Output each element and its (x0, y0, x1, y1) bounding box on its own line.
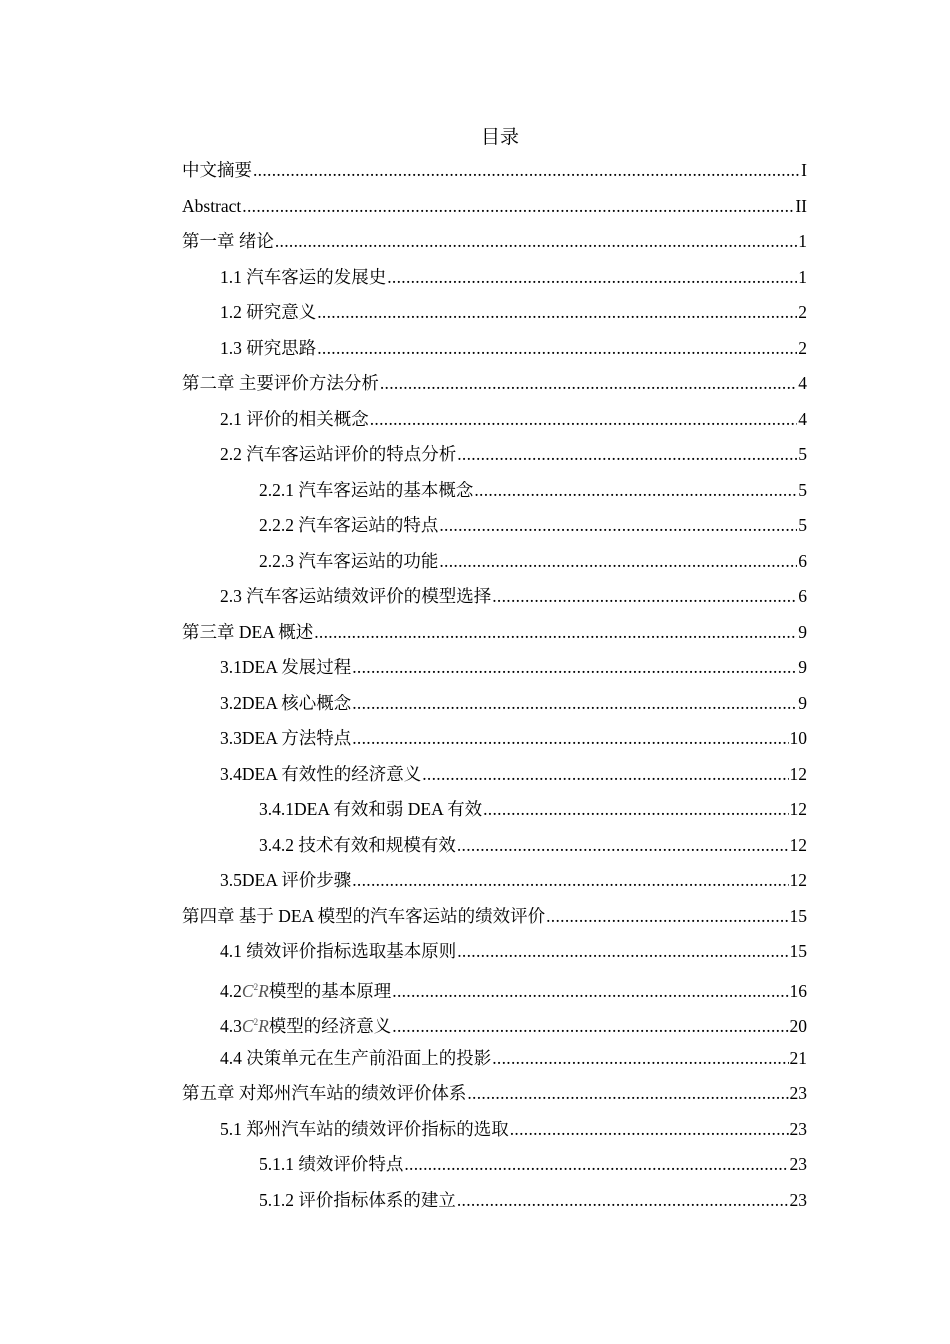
toc-entry[interactable] (182, 1147, 807, 1183)
dot-leader (317, 295, 797, 331)
math-formula (242, 981, 269, 1001)
toc-entry[interactable] (182, 402, 807, 438)
toc-entry-page: 23 (789, 1154, 807, 1174)
toc-entry-label: 4.1 绩效评价指标选取基本原则 (220, 941, 457, 961)
toc-entry-page: 12 (789, 763, 807, 784)
toc-entry-label: 2.3 汽车客运站绩效评价的模型选择 (220, 586, 492, 606)
dot-leader (352, 686, 797, 722)
toc-entry-page: 15 (789, 941, 807, 961)
toc-entry[interactable] (182, 508, 807, 544)
toc-entry[interactable] (182, 686, 807, 722)
math-superscript: 2 (253, 981, 259, 992)
dot-leader (492, 1041, 788, 1077)
toc-entry-label: 5.1.1 绩效评价特点 (259, 1154, 404, 1174)
toc-entry-page: 12 (789, 834, 807, 855)
toc-entry-label: 中文摘要 (182, 160, 252, 180)
toc-entry-label: 1.2 研究意义 (220, 302, 317, 322)
dot-leader (352, 863, 788, 899)
math-formula (242, 1016, 269, 1036)
toc-entry-page: 20 (789, 1016, 807, 1036)
dot-leader (392, 974, 788, 1010)
toc-entry[interactable] (182, 863, 807, 899)
table-of-contents (182, 153, 807, 1218)
toc-entry-label: 4.4 决策单元在生产前沿面上的投影 (220, 1047, 492, 1068)
toc-entry-label: 1.3 研究思路 (220, 337, 317, 358)
dot-leader (352, 650, 797, 686)
toc-entry[interactable] (182, 934, 807, 970)
toc-entry-page: 1 (798, 266, 807, 287)
math-symbol-r: R (258, 980, 269, 1001)
toc-entry[interactable] (182, 792, 807, 828)
dot-leader (404, 1147, 788, 1183)
dot-leader (242, 189, 794, 225)
dot-leader (253, 153, 800, 189)
toc-entry-page: 6 (798, 586, 807, 606)
toc-entry-label: Abstract (182, 195, 242, 216)
toc-entry[interactable] (182, 721, 807, 757)
dot-leader (370, 402, 798, 438)
toc-entry-label: 第五章 对郑州汽车站的绩效评价体系 (182, 1083, 467, 1103)
toc-entry[interactable] (182, 189, 807, 225)
dot-leader (275, 224, 797, 260)
toc-entry-label: 3.1DEA 发展过程 (220, 657, 352, 677)
toc-entry-page: 9 (798, 621, 807, 642)
dot-leader (457, 1183, 789, 1219)
toc-entry[interactable] (182, 473, 807, 509)
toc-title: 目录 (480, 127, 519, 148)
toc-entry[interactable] (182, 757, 807, 793)
toc-entry[interactable] (182, 1041, 807, 1077)
toc-entry-label: 2.2.3 汽车客运站的功能 (259, 550, 439, 571)
toc-entry-label: 3.4DEA 有效性的经济意义 (220, 763, 422, 784)
toc-entry[interactable] (182, 224, 807, 260)
toc-entry[interactable] (182, 579, 807, 615)
toc-entry[interactable] (182, 1112, 807, 1148)
toc-entry-page: 16 (789, 980, 807, 1001)
toc-entry-page: 5 (798, 444, 807, 464)
math-symbol-c: C (241, 1016, 254, 1036)
toc-entry-page: 12 (789, 870, 807, 890)
toc-entry-label: 3.5DEA 评价步骤 (220, 870, 352, 890)
dot-leader (387, 260, 797, 296)
toc-entry-label (220, 1005, 391, 1045)
toc-entry-label: 3.3DEA 方法特点 (220, 728, 352, 748)
toc-entry[interactable] (182, 1183, 807, 1219)
toc-entry-page: 23 (789, 1189, 807, 1210)
toc-entry-label: 第二章 主要评价方法分析 (182, 373, 379, 393)
toc-entry-page: 2 (798, 337, 807, 358)
toc-entry[interactable] (182, 260, 807, 296)
toc-entry-label: 2.2.1 汽车客运站的基本概念 (259, 479, 474, 500)
dot-leader (352, 721, 788, 757)
math-symbol-r: R (258, 1016, 269, 1036)
toc-entry-label: 第三章 DEA 概述 (182, 621, 314, 642)
toc-entry-label-suffix: 模型的基本原理 (268, 980, 392, 1001)
dot-leader (439, 544, 797, 580)
toc-entry-page: 6 (798, 550, 807, 571)
dot-leader (492, 579, 797, 615)
toc-entry-page: 15 (789, 905, 807, 926)
toc-entry-label: 3.2DEA 核心概念 (220, 692, 352, 713)
toc-entry[interactable] (182, 828, 807, 864)
toc-entry-label: 5.1 郑州汽车站的绩效评价指标的选取 (220, 1118, 509, 1139)
toc-entry-page: 5 (798, 479, 807, 500)
dot-leader (457, 437, 797, 473)
toc-entry-label: 1.1 汽车客运的发展史 (220, 266, 387, 287)
toc-entry[interactable] (182, 1005, 807, 1041)
toc-entry-label-prefix: 4.3 (220, 1016, 242, 1036)
toc-entry-page: 4 (798, 373, 807, 393)
toc-entry-label: 3.4.1DEA 有效和弱 DEA 有效 (259, 799, 483, 819)
dot-leader (422, 757, 788, 793)
dot-leader (317, 331, 797, 367)
toc-entry-page: II (795, 195, 807, 216)
toc-entry-page: 9 (798, 657, 807, 677)
toc-entry[interactable] (182, 615, 807, 651)
toc-entry-page: 4 (798, 408, 807, 429)
dot-leader (467, 1076, 788, 1112)
toc-entry[interactable] (182, 544, 807, 580)
toc-entry-label: 2.2.2 汽车客运站的特点 (259, 515, 439, 535)
toc-entry-label: 第一章 绪论 (182, 231, 274, 251)
dot-leader (439, 508, 797, 544)
toc-entry-page: 9 (798, 692, 807, 713)
toc-entry-page: 23 (789, 1118, 807, 1139)
toc-entry-label: 第四章 基于 DEA 模型的汽车客运站的绩效评价 (182, 905, 546, 926)
toc-entry-label: 5.1.2 评价指标体系的建立 (259, 1189, 456, 1210)
toc-entry-page: 5 (798, 515, 807, 535)
dot-leader (483, 792, 788, 828)
toc-entry[interactable] (182, 153, 807, 189)
toc-entry[interactable] (182, 331, 807, 367)
toc-entry-label-prefix: 4.2 (220, 980, 242, 1001)
dot-leader (392, 1009, 788, 1045)
toc-entry-label: 2.2 汽车客运站评价的特点分析 (220, 444, 457, 464)
toc-entry[interactable] (182, 1076, 807, 1112)
toc-entry-page: 1 (798, 231, 807, 251)
math-symbol-c: C (241, 980, 254, 1001)
dot-leader (510, 1112, 789, 1148)
dot-leader (546, 899, 788, 935)
dot-leader (314, 615, 797, 651)
dot-leader (380, 366, 797, 402)
toc-entry-page: 21 (789, 1047, 807, 1068)
toc-entry[interactable] (182, 970, 807, 1006)
toc-entry-page: 12 (789, 799, 807, 819)
toc-entry-label: 3.4.2 技术有效和规模有效 (259, 834, 456, 855)
toc-entry-label (220, 970, 391, 1010)
toc-entry[interactable] (182, 650, 807, 686)
toc-entry-label-suffix: 模型的经济意义 (268, 1016, 392, 1036)
dot-leader (474, 473, 797, 509)
toc-entry[interactable] (182, 366, 807, 402)
toc-entry-label: 2.1 评价的相关概念 (220, 408, 369, 429)
toc-entry-page: 23 (789, 1083, 807, 1103)
math-superscript: 2 (253, 1017, 259, 1027)
dot-leader (457, 828, 789, 864)
toc-entry-page: I (801, 160, 807, 180)
toc-entry[interactable] (182, 295, 807, 331)
toc-entry-page: 10 (789, 728, 807, 748)
toc-entry[interactable] (182, 437, 807, 473)
toc-entry-page: 2 (798, 302, 807, 322)
dot-leader (457, 934, 788, 970)
toc-entry[interactable] (182, 899, 807, 935)
